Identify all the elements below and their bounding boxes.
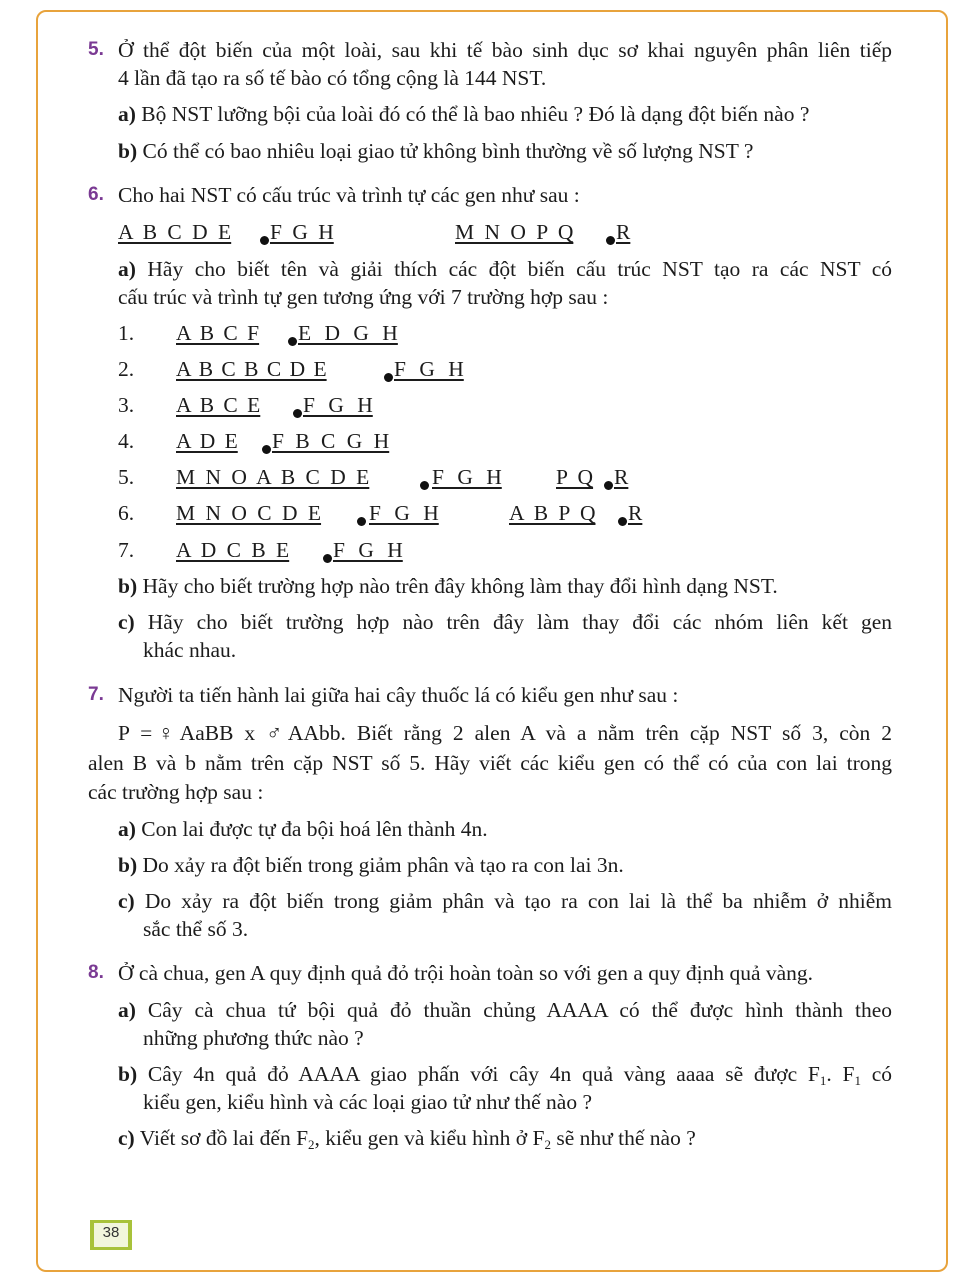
chromosome-right-arm: R (616, 220, 631, 244)
part-label: c) (118, 610, 135, 634)
page-number: 38 (102, 1224, 120, 1241)
q5-part-b (118, 137, 753, 165)
case-number: 5. (118, 465, 135, 489)
question-number-6: 6. (88, 184, 104, 205)
question-number-7: 7. (88, 684, 104, 705)
chromosome-left-arm: A B C D E (118, 220, 232, 244)
case-number: 6. (118, 501, 135, 525)
part-text: Cây cà chua tứ bội quả đỏ thuần chủng AAAA có thể được hình thành theo (147, 998, 892, 1022)
question-number-8: 8. (88, 962, 104, 983)
chromosome-right-arm: E D G H (298, 321, 398, 345)
part-text: Do xảy ra đột biến trong giảm phân và tạo ra con lai là thể ba nhiễm ở nhiễm (144, 889, 892, 913)
q7-parents-line: P =♀AaBB x ♂AAbb. Biết rằng 2 alen A và a nằm trên cặp NST số 3, còn 2 (118, 721, 892, 745)
centromere (323, 554, 332, 563)
centromere (288, 337, 297, 346)
centromere (260, 236, 269, 245)
q7-part-a (118, 815, 488, 843)
q7-text: Người ta tiến hành lai giữa hai cây thuốc lá có kiểu gen như sau : (118, 683, 679, 707)
text-run: có (860, 1062, 892, 1086)
q6-part-a-line2: cấu trúc và trình tự gen tương ứng với 7 trường hợp sau : (118, 285, 609, 309)
part-text: Có thể có bao nhiêu loại giao tử không bình thường về số lượng NST ? (142, 139, 754, 163)
q8-text: Ở cà chua, gen A quy định quả đỏ trội hoàn toàn so với gen a quy định quả vàng. (118, 961, 814, 985)
q8-part-a-line1 (118, 996, 892, 1024)
subscript: 1 (854, 1073, 861, 1088)
part-text: Bộ NST lưỡng bội của loài đó có thể là bao nhiêu ? Đó là dạng đột biến nào ? (141, 102, 810, 126)
chromosome-left-arm: A B C E (176, 393, 261, 417)
q7-part-b (118, 851, 624, 879)
q7-part-c-line1 (118, 887, 892, 915)
text-run: sẽ như thế nào ? (550, 1126, 696, 1150)
chromosome2-left-arm: P Q (556, 465, 594, 489)
q6-part-c-line2: khác nhau. (143, 638, 237, 662)
centromere (262, 445, 271, 454)
chromosome2-right-arm: R (614, 465, 629, 489)
chromosome2-left-arm: A B P Q (509, 501, 596, 525)
centromere (420, 481, 429, 490)
chromosome-left-arm: A B C B C D E (176, 357, 327, 381)
chromosome-right-arm: F G H (432, 465, 502, 489)
case-number: 3. (118, 393, 135, 417)
case-number: 2. (118, 357, 135, 381)
part-label: b) (118, 139, 138, 163)
subscript: 2 (308, 1137, 315, 1152)
part-label: a) (118, 817, 136, 841)
q6-part-b (118, 572, 778, 600)
case-number: 4. (118, 429, 135, 453)
part-label: c) (118, 889, 135, 913)
subscript: 2 (544, 1137, 551, 1152)
part-label: b) (118, 1062, 138, 1086)
part-label: b) (118, 574, 138, 598)
q8-part-a-line2: những phương thức nào ? (143, 1026, 364, 1050)
centromere (293, 409, 302, 418)
chromosome-left-arm: A D E (176, 429, 238, 453)
q6-part-c-line1 (118, 608, 892, 636)
part-text (140, 1126, 696, 1150)
q7-text-line2: alen B và b nằm trên cặp NST số 5. Hãy viết các kiểu gen có thể có của con lai trong (88, 751, 892, 775)
centromere (357, 517, 366, 526)
part-label: a) (118, 257, 136, 281)
q7-text-line3: các trường hợp sau : (88, 780, 264, 804)
q6-text: Cho hai NST có cấu trúc và trình tự các gen như sau : (118, 183, 580, 207)
subscript: 1 (819, 1073, 827, 1088)
chromosome-right-arm: F G H (333, 538, 403, 562)
chromosome-right-arm: F G H (394, 357, 464, 381)
chromosome-left-arm: M N O C D E (176, 501, 322, 525)
q8-part-b-line1 (118, 1060, 892, 1088)
text-run: , kiểu gen và kiểu hình ở F (314, 1126, 545, 1150)
part-label: b) (118, 853, 138, 877)
chromosome-right-arm: F G H (270, 220, 334, 244)
centromere (604, 481, 613, 490)
question-number-5: 5. (88, 39, 104, 60)
part-text: Hãy cho biết trường hợp nào trên đây không làm thay đổi hình dạng NST. (142, 574, 778, 598)
part-text: Hãy cho biết tên và giải thích các đột biến cấu trúc NST tạo ra các NST có (147, 257, 893, 281)
case-number: 1. (118, 321, 135, 345)
q5-text-line2: 4 lần đã tạo ra số tế bào có tổng cộng là 144 NST. (118, 66, 547, 90)
chromosome2-right-arm: R (628, 501, 643, 525)
chromosome-right-arm: F B C G H (272, 429, 390, 453)
chromosome-left-arm: A B C F (176, 321, 260, 345)
part-label: c) (118, 1126, 135, 1150)
part-text: Do xảy ra đột biến trong giảm phân và tạo ra con lai 3n. (142, 853, 624, 877)
part-label: a) (118, 102, 136, 126)
chromosome-left-arm: A D C B E (176, 538, 290, 562)
centromere (618, 517, 627, 526)
chromosome-left-arm: M N O A B C D E (176, 465, 370, 489)
case-number: 7. (118, 538, 135, 562)
q5-text-line1: Ở thể đột biến của một loài, sau khi tế bào sinh dục sơ khai nguyên phân liên tiếp (118, 38, 892, 62)
centromere (606, 236, 615, 245)
q6-part-a-line1 (118, 255, 892, 283)
q8-part-b-line2: kiểu gen, kiểu hình và các loại giao tử như thế nào ? (143, 1090, 592, 1114)
q7-part-c-line2: sắc thể số 3. (143, 917, 249, 941)
text-run: Cây 4n quả đỏ AAAA giao phấn với cây 4n quả vàng aaaa sẽ được F (147, 1062, 820, 1086)
text-run: . F (826, 1062, 855, 1086)
q5-part-a (118, 100, 809, 128)
part-text: Con lai được tự đa bội hoá lên thành 4n. (141, 817, 488, 841)
chromosome-right-arm: F G H (303, 393, 373, 417)
part-text (148, 1062, 892, 1086)
q8-part-c (118, 1124, 696, 1152)
chromosome-right-arm: F G H (369, 501, 439, 525)
chromosome-left-arm: M N O P Q (455, 220, 574, 244)
part-text: Hãy cho biết trường hợp nào trên đây làm thay đổi các nhóm liên kết gen (147, 610, 892, 634)
part-label: a) (118, 998, 136, 1022)
centromere (384, 373, 393, 382)
text-run: Viết sơ đồ lai đến F (139, 1126, 309, 1150)
